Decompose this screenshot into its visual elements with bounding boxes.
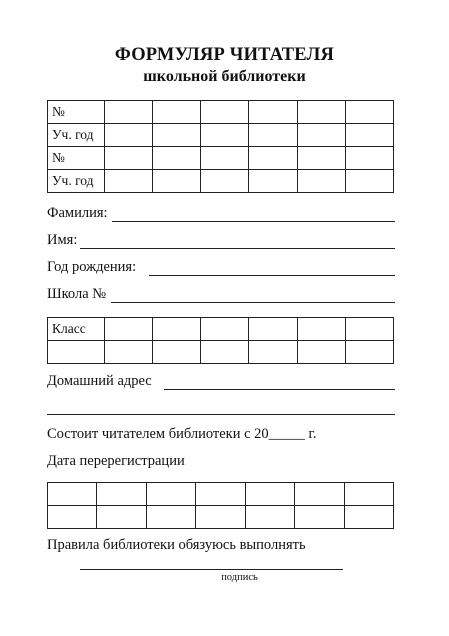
name-label: Имя:	[47, 232, 78, 248]
birth-year-label: Год рождения:	[47, 259, 137, 275]
reader-number-cell[interactable]	[153, 170, 201, 193]
reader-number-cell[interactable]	[345, 124, 393, 147]
reregistration-cell[interactable]	[295, 506, 344, 529]
class-cell[interactable]	[153, 341, 201, 364]
reader-number-table-row	[48, 124, 394, 147]
reregistration-cell[interactable]	[196, 506, 245, 529]
class-cell[interactable]	[249, 341, 297, 364]
row-label: №	[48, 147, 105, 170]
reader-number-cell[interactable]	[201, 147, 249, 170]
reader-number-cell[interactable]	[249, 101, 297, 124]
reader-since-label: Состоит читателем библиотеки с 20_____ г.	[47, 426, 317, 442]
reader-number-cell[interactable]	[297, 124, 345, 147]
reader-number-table-row	[48, 170, 394, 193]
class-table	[47, 317, 394, 364]
surname-field[interactable]	[112, 221, 395, 222]
reader-number-cell[interactable]	[105, 101, 153, 124]
reader-number-cell[interactable]	[105, 170, 153, 193]
home-address-field-line2[interactable]	[47, 414, 395, 415]
reregistration-cell[interactable]	[48, 483, 97, 506]
signature-caption: подпись	[221, 572, 258, 583]
reader-number-cell[interactable]	[201, 101, 249, 124]
home-address-field[interactable]	[164, 389, 395, 390]
name-field[interactable]	[80, 248, 395, 249]
class-cell[interactable]	[345, 341, 393, 364]
school-field[interactable]	[111, 302, 395, 303]
reader-number-cell[interactable]	[345, 170, 393, 193]
row-label: №	[48, 101, 105, 124]
class-cell[interactable]	[201, 341, 249, 364]
class-cell[interactable]	[105, 318, 153, 341]
school-label: Школа №	[47, 286, 107, 302]
reader-number-cell[interactable]	[345, 101, 393, 124]
reregistration-cell[interactable]	[146, 483, 195, 506]
reregistration-cell[interactable]	[245, 483, 294, 506]
reader-number-cell[interactable]	[105, 147, 153, 170]
reader-number-cell[interactable]	[297, 147, 345, 170]
form-title: ФОРМУЛЯР ЧИТАТЕЛЯ	[114, 45, 335, 65]
reader-number-cell[interactable]	[249, 170, 297, 193]
reader-number-cell[interactable]	[105, 124, 153, 147]
form-subtitle: школьной библиотеки	[143, 68, 306, 85]
reader-number-table-row	[48, 147, 394, 170]
reader-number-cell[interactable]	[153, 147, 201, 170]
class-cell[interactable]	[249, 318, 297, 341]
reader-number-cell[interactable]	[249, 124, 297, 147]
reader-number-cell[interactable]	[249, 147, 297, 170]
reader-number-cell[interactable]	[297, 101, 345, 124]
reregistration-cell[interactable]	[344, 506, 393, 529]
reader-number-table	[47, 100, 394, 193]
reregistration-cell[interactable]	[295, 483, 344, 506]
surname-label: Фамилия:	[47, 205, 108, 221]
class-cell[interactable]	[297, 318, 345, 341]
reregistration-cell[interactable]	[196, 483, 245, 506]
class-cell[interactable]	[345, 318, 393, 341]
class-cell[interactable]	[48, 341, 105, 364]
reader-number-cell[interactable]	[153, 101, 201, 124]
reregistration-cell[interactable]	[245, 506, 294, 529]
reader-number-table-row	[48, 101, 394, 124]
reader-number-cell[interactable]	[201, 170, 249, 193]
reader-number-cell[interactable]	[153, 124, 201, 147]
reregistration-cell[interactable]	[146, 506, 195, 529]
reregistration-cell[interactable]	[97, 483, 146, 506]
home-address-label: Домашний адрес	[47, 373, 152, 389]
reader-number-cell[interactable]	[297, 170, 345, 193]
signature-field[interactable]	[80, 569, 343, 570]
reregistration-label: Дата перерегистрации	[47, 453, 185, 469]
reader-number-cell[interactable]	[345, 147, 393, 170]
reregistration-cell[interactable]	[48, 506, 97, 529]
class-cell[interactable]	[153, 318, 201, 341]
row-label: Уч. год	[48, 124, 105, 147]
birth-year-field[interactable]	[149, 275, 395, 276]
class-cell[interactable]	[297, 341, 345, 364]
reregistration-cell[interactable]	[344, 483, 393, 506]
class-cell[interactable]	[105, 341, 153, 364]
class-label: Класс	[48, 318, 105, 341]
reregistration-cell[interactable]	[97, 506, 146, 529]
reregistration-table	[47, 482, 394, 529]
rules-pledge: Правила библиотеки обязуюсь выполнять	[47, 537, 306, 553]
class-cell[interactable]	[201, 318, 249, 341]
row-label: Уч. год	[48, 170, 105, 193]
reader-number-cell[interactable]	[201, 124, 249, 147]
